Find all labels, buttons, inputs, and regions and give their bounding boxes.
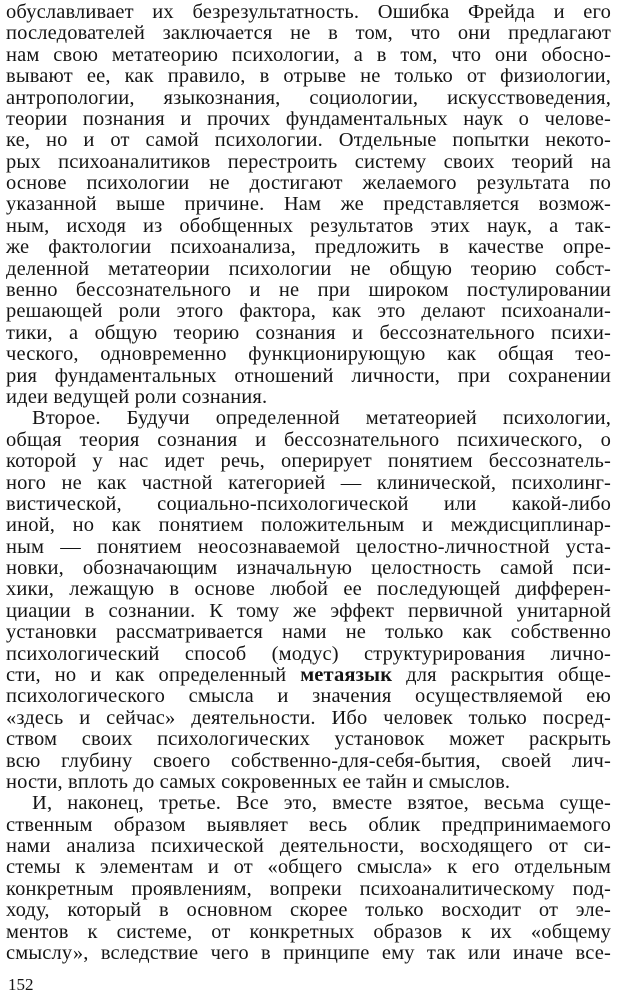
text-line: указанной выше причине. Нам же представляется возмож-	[6, 193, 611, 216]
text-line: вистической, социально-психологической или какой-либо	[6, 492, 611, 515]
text-fragment: для раскрытия обще-	[406, 663, 611, 686]
text-line	[6, 665, 611, 686]
text-line: психологический способ (модус) структурирования лично-	[6, 642, 611, 665]
text-line: конкретным проявлениям, вопреки психоаналитическому под-	[6, 877, 611, 900]
text-line: стемы к элементам и от «общего смысла» к его отдельным	[6, 856, 611, 879]
text-line: Второе. Будучи определенной метатеорией психологии,	[32, 407, 611, 430]
text-line: рых психоаналитиков перестроить систему своих теорий на	[6, 150, 611, 173]
text-line: И, наконец, третье. Все это, вместе взятое, весьма суще-	[32, 792, 611, 815]
text-line: решающей роли этого фактора, как это делают психоанали-	[6, 300, 611, 323]
text-line: ментов к системе, от конкретных образов к их «общему	[6, 920, 611, 943]
text-line: «здесь и сейчас» деятельности. Ибо человек только посред-	[6, 706, 611, 729]
text-line: психологического смысла и значения осуществляемой ею	[6, 685, 611, 708]
text-line: хики, лежащую в основе любой ее последующей дифферен-	[6, 578, 611, 601]
text-line: общая теория сознания и бессознательного психического, о	[6, 428, 611, 451]
text-line: которой у нас идет речь, оперирует понятием бессознатель-	[6, 450, 611, 473]
text-line: же фактологии психоанализа, предложить в качестве опре-	[6, 236, 611, 259]
text-line: деленной метатеории психологии не общую теорию собст-	[6, 257, 611, 280]
text-line: ственным образом выявляет весь облик предпринимаемого	[6, 813, 611, 836]
text-line: теории познания и прочих фундаментальных наук о челове-	[6, 107, 611, 130]
text-line: ством своих психологических установок может раскрыть	[6, 728, 611, 751]
text-line: циации в сознании. К тому же эффект первичной унитарной	[6, 599, 611, 622]
text-line: ности, вплоть до самых сокровенных ее тайн и смыслов.	[6, 770, 511, 793]
text-line: рия фундаментальных отношений личности, при сохранении	[6, 364, 611, 387]
text-line: ным, исходя из обобщенных результатов этих наук, а так-	[6, 214, 611, 237]
text-line: венно бессознательного и не при широком постулировании	[6, 279, 611, 302]
text-fragment: сти, но и как определенный	[6, 663, 287, 686]
text-line: ного не как частной категорией — клинической, психолинг-	[6, 471, 611, 494]
text-line: установки рассматривается нами не только как собственно	[6, 621, 611, 644]
text-line: нами анализа психической деятельности, восходящего от си-	[6, 835, 611, 858]
text-line: антропологии, языкознания, социологии, искусствоведения,	[6, 86, 611, 109]
text-line: новки, обозначающим изначальную целостность самой пси-	[6, 557, 611, 580]
text-line: нам свою метатеорию психологии, а в том, что они обосно-	[6, 43, 611, 66]
text-line: иной, но как понятием положительным и междисциплинар-	[6, 514, 611, 537]
text-line: ческого, одновременно функционирующую как общая тео-	[6, 343, 611, 366]
text-line: последователей заключается не в том, что они предлагают	[6, 22, 611, 45]
term-metalanguage: метаязык	[300, 663, 393, 686]
text-line: обуславливает их безрезультатность. Ошибка Фрейда и его	[6, 1, 611, 23]
page-number: 152	[8, 975, 34, 994]
text-line: основе психологии не достигают желаемого результата по	[6, 172, 611, 195]
text-line: ке, но и от самой психологии. Отдельные попытки некото-	[6, 129, 611, 152]
text-line: тики, а общую теорию сознания и бессознательного психи-	[6, 321, 611, 344]
text-line: всю глубину своего собственно-для-себя-бытия, своей лич-	[6, 749, 611, 772]
text-line: ходу, который в основном скорее только восходит от эле-	[6, 899, 611, 922]
text-line: ным — понятием неосознаваемой целостно-личностной уста-	[6, 535, 611, 558]
text-line: вывают ее, как правило, в отрыве не только от физиологии,	[6, 65, 611, 88]
text-line: смыслу», вследствие чего в принципе ему так или иначе все-	[6, 942, 611, 964]
text-line: идеи ведущей роли сознания.	[6, 385, 268, 408]
